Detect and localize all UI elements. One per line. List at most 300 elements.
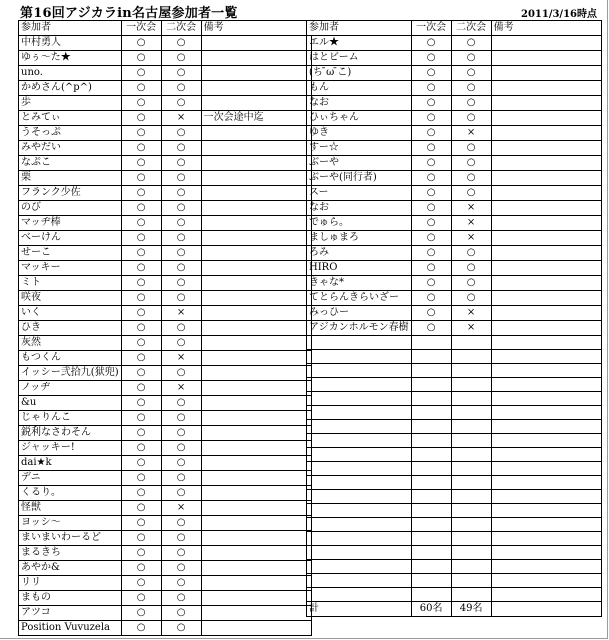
empty-cell [411, 574, 451, 588]
participant-name: Position Vuvuzela [19, 621, 122, 636]
left-participant-table [18, 20, 312, 636]
first-party-mark: ○ [411, 231, 451, 246]
second-party-mark: ○ [161, 516, 201, 531]
note-cell [201, 156, 311, 171]
first-party-mark: ○ [411, 261, 451, 276]
note-cell [491, 96, 601, 111]
empty-cell [307, 574, 412, 588]
first-party-mark: ○ [121, 231, 161, 246]
participant-name: もつくん [19, 351, 122, 366]
second-party-mark: ○ [161, 171, 201, 186]
second-party-mark: ○ [161, 366, 201, 381]
second-party-mark: ○ [451, 111, 491, 126]
empty-cell [411, 364, 451, 378]
first-party-mark: ○ [121, 66, 161, 81]
first-party-mark: ○ [411, 171, 451, 186]
empty-cell [307, 378, 412, 392]
note-cell [201, 486, 311, 501]
empty-row [307, 392, 602, 406]
empty-cell [491, 532, 601, 546]
note-cell [491, 141, 601, 156]
participant-name: HIRO [307, 261, 412, 276]
note-cell [201, 276, 311, 291]
first-party-mark: ○ [121, 141, 161, 156]
table-row [307, 171, 602, 186]
empty-cell [451, 518, 491, 532]
empty-cell [451, 476, 491, 490]
participant-name: マッヂ棒 [19, 216, 122, 231]
empty-cell [411, 462, 451, 476]
participant-name: 中村勇人 [19, 36, 122, 51]
second-party-mark: ○ [451, 156, 491, 171]
second-party-total: 49名 [451, 602, 491, 617]
empty-cell [411, 546, 451, 560]
note-cell [491, 66, 601, 81]
first-party-mark: ○ [121, 276, 161, 291]
table-row [307, 126, 602, 141]
note-cell [201, 306, 311, 321]
empty-cell [491, 392, 601, 406]
participant-name: せーこ [19, 246, 122, 261]
first-party-mark: ○ [411, 321, 451, 336]
second-party-mark: × [451, 306, 491, 321]
first-party-mark: ○ [411, 276, 451, 291]
empty-row [307, 518, 602, 532]
empty-cell [491, 420, 601, 434]
second-party-mark: × [161, 306, 201, 321]
second-party-mark: ○ [161, 291, 201, 306]
table-row [19, 546, 312, 561]
second-party-mark: ○ [161, 51, 201, 66]
second-party-mark: ○ [451, 51, 491, 66]
table-row [19, 141, 312, 156]
empty-row [307, 378, 602, 392]
empty-cell [411, 350, 451, 364]
table-row [19, 186, 312, 201]
note-cell [491, 216, 601, 231]
empty-cell [307, 532, 412, 546]
note-cell [201, 546, 311, 561]
empty-cell [491, 490, 601, 504]
table-row [19, 591, 312, 606]
table-row [307, 96, 602, 111]
totals-note [491, 602, 601, 617]
first-party-mark: ○ [121, 411, 161, 426]
participant-name: ゆき [307, 126, 412, 141]
empty-row [307, 532, 602, 546]
first-party-mark: ○ [411, 186, 451, 201]
sheet-title: 第16回アジカラin名古屋参加者一覧 [20, 6, 238, 21]
first-party-mark: ○ [121, 111, 161, 126]
participant-name: まるきち [19, 546, 122, 561]
table-row [19, 216, 312, 231]
header-note: 備考 [201, 21, 311, 36]
empty-row [307, 448, 602, 462]
table-row [19, 531, 312, 546]
first-party-mark: ○ [121, 336, 161, 351]
empty-cell [411, 392, 451, 406]
first-party-mark: ○ [121, 216, 161, 231]
empty-cell [307, 560, 412, 574]
empty-cell [411, 406, 451, 420]
second-party-mark: ○ [451, 66, 491, 81]
empty-cell [491, 518, 601, 532]
empty-row [307, 560, 602, 574]
empty-cell [451, 378, 491, 392]
empty-cell [307, 588, 412, 602]
header-name: 参加者 [19, 21, 122, 36]
empty-cell [307, 448, 412, 462]
table-row [307, 111, 602, 126]
table-row [307, 291, 602, 306]
empty-cell [451, 574, 491, 588]
empty-cell [451, 434, 491, 448]
note-cell [491, 186, 601, 201]
note-cell [201, 231, 311, 246]
empty-row [307, 350, 602, 364]
table-row [19, 606, 312, 621]
empty-cell [451, 448, 491, 462]
table-row [19, 51, 312, 66]
participant-name: 歩 [19, 96, 122, 111]
participant-name: もん [307, 81, 412, 96]
note-cell [491, 111, 601, 126]
empty-row [307, 364, 602, 378]
second-party-mark: ○ [161, 201, 201, 216]
note-cell [201, 351, 311, 366]
table-row [19, 126, 312, 141]
empty-cell [451, 504, 491, 518]
empty-cell [491, 336, 601, 350]
table-row [19, 501, 312, 516]
first-party-mark: ○ [411, 51, 451, 66]
table-row [19, 291, 312, 306]
participant-name: はとビーム [307, 51, 412, 66]
second-party-mark: × [451, 126, 491, 141]
second-party-mark: ○ [161, 546, 201, 561]
empty-cell [451, 490, 491, 504]
table-row [19, 411, 312, 426]
participant-name: ひぃちゃん [307, 111, 412, 126]
table-row [307, 306, 602, 321]
empty-cell [307, 336, 412, 350]
empty-cell [411, 490, 451, 504]
note-cell [491, 171, 601, 186]
participant-name: なお [307, 201, 412, 216]
participant-name: スー [307, 186, 412, 201]
empty-cell [451, 532, 491, 546]
participant-name: &u [19, 396, 122, 411]
note-cell [201, 381, 311, 396]
note-cell [201, 531, 311, 546]
empty-row [307, 588, 602, 602]
second-party-mark: ○ [161, 96, 201, 111]
participant-name: くるり。 [19, 486, 122, 501]
table-row [19, 351, 312, 366]
second-party-mark: ○ [161, 261, 201, 276]
empty-cell [411, 336, 451, 350]
participant-name: ろみ [307, 246, 412, 261]
empty-cell [451, 546, 491, 560]
note-cell [201, 81, 311, 96]
empty-cell [491, 560, 601, 574]
table-row [307, 261, 602, 276]
participant-name: uno. [19, 66, 122, 81]
first-party-mark: ○ [121, 426, 161, 441]
table-row [19, 366, 312, 381]
first-party-mark: ○ [121, 396, 161, 411]
second-party-mark: ○ [161, 591, 201, 606]
note-cell [491, 126, 601, 141]
note-cell [201, 606, 311, 621]
note-cell [201, 396, 311, 411]
note-cell [491, 276, 601, 291]
second-party-mark: ○ [451, 186, 491, 201]
table-row [307, 321, 602, 336]
empty-cell [491, 406, 601, 420]
second-party-mark: ○ [161, 426, 201, 441]
empty-row [307, 504, 602, 518]
table-row [19, 441, 312, 456]
empty-cell [411, 518, 451, 532]
note-cell [201, 456, 311, 471]
participant-name: 怪獣 [19, 501, 122, 516]
table-row [307, 51, 602, 66]
participant-name: dai★k [19, 456, 122, 471]
participant-name: 鋭利なさわそん [19, 426, 122, 441]
header-note: 備考 [491, 21, 601, 36]
empty-cell [307, 420, 412, 434]
empty-cell [451, 392, 491, 406]
second-party-mark: ○ [161, 246, 201, 261]
table-row [307, 156, 602, 171]
empty-row [307, 476, 602, 490]
first-party-mark: ○ [121, 321, 161, 336]
participant-name: みやだい [19, 141, 122, 156]
note-cell [201, 336, 311, 351]
note-cell [201, 516, 311, 531]
first-party-total: 60名 [411, 602, 451, 617]
second-party-mark: × [161, 351, 201, 366]
table-row [19, 276, 312, 291]
second-party-mark: ○ [161, 396, 201, 411]
second-party-mark: × [451, 231, 491, 246]
note-cell [491, 51, 601, 66]
first-party-mark: ○ [121, 156, 161, 171]
empty-cell [491, 448, 601, 462]
participant-name: なお [307, 96, 412, 111]
empty-cell [451, 406, 491, 420]
note-cell [491, 201, 601, 216]
note-cell [201, 471, 311, 486]
participant-name: すー☆ [307, 141, 412, 156]
participant-name: ノッヂ [19, 381, 122, 396]
first-party-mark: ○ [121, 351, 161, 366]
empty-cell [451, 364, 491, 378]
header-second-party: 二次会 [451, 21, 491, 36]
empty-cell [491, 350, 601, 364]
empty-cell [411, 448, 451, 462]
empty-cell [307, 490, 412, 504]
table-row [307, 186, 602, 201]
table-row [19, 306, 312, 321]
note-cell [201, 201, 311, 216]
first-party-mark: ○ [121, 486, 161, 501]
table-header-row [19, 21, 312, 36]
participant-name: なぷこ [19, 156, 122, 171]
first-party-mark: ○ [411, 201, 451, 216]
empty-cell [307, 504, 412, 518]
note-cell [491, 246, 601, 261]
second-party-mark: ○ [161, 561, 201, 576]
note-cell [201, 186, 311, 201]
participant-name: ぶーや [307, 156, 412, 171]
participant-name: デニ [19, 471, 122, 486]
table-row [19, 321, 312, 336]
table-row [19, 36, 312, 51]
first-party-mark: ○ [121, 81, 161, 96]
second-party-mark: × [161, 381, 201, 396]
empty-cell [491, 378, 601, 392]
participant-name: まもの [19, 591, 122, 606]
first-party-mark: ○ [121, 381, 161, 396]
second-party-mark: ○ [161, 66, 201, 81]
participant-name: エル★ [307, 36, 412, 51]
note-cell [201, 141, 311, 156]
second-party-mark: × [451, 201, 491, 216]
note-cell [201, 366, 311, 381]
empty-cell [307, 476, 412, 490]
note-cell [201, 246, 311, 261]
note-cell [491, 306, 601, 321]
first-party-mark: ○ [121, 606, 161, 621]
table-row [19, 171, 312, 186]
note-cell [201, 171, 311, 186]
empty-cell [411, 434, 451, 448]
table-row [19, 486, 312, 501]
second-party-mark: ○ [161, 576, 201, 591]
first-party-mark: ○ [121, 516, 161, 531]
note-cell [201, 441, 311, 456]
second-party-mark: × [451, 216, 491, 231]
empty-row [307, 406, 602, 420]
second-party-mark: ○ [451, 96, 491, 111]
participant-name: 栗 [19, 171, 122, 186]
participant-name: イッシー弐拾九(狱兜) [19, 366, 122, 381]
first-party-mark: ○ [411, 246, 451, 261]
table-row [19, 516, 312, 531]
participant-name: ましゅまろ [307, 231, 412, 246]
table-row [19, 621, 312, 636]
first-party-mark: ○ [121, 561, 161, 576]
empty-row [307, 336, 602, 350]
empty-cell [411, 588, 451, 602]
participant-name: かめさん(^p^) [19, 81, 122, 96]
participant-name: きゃな* [307, 276, 412, 291]
first-party-mark: ○ [121, 246, 161, 261]
table-row [307, 36, 602, 51]
table-row [307, 246, 602, 261]
participant-name: あやか& [19, 561, 122, 576]
second-party-mark: × [161, 501, 201, 516]
first-party-mark: ○ [411, 156, 451, 171]
totals-row [307, 602, 602, 617]
note-cell [201, 426, 311, 441]
empty-row [307, 462, 602, 476]
note-cell [491, 291, 601, 306]
participant-name: 灰然 [19, 336, 122, 351]
first-party-mark: ○ [121, 591, 161, 606]
as-of-date: 2011/3/16時点 [520, 9, 597, 20]
first-party-mark: ○ [411, 126, 451, 141]
note-cell [201, 66, 311, 81]
first-party-mark: ○ [121, 306, 161, 321]
note-cell [201, 576, 311, 591]
first-party-mark: ○ [121, 471, 161, 486]
table-row [307, 81, 602, 96]
note-cell [491, 321, 601, 336]
second-party-mark: ○ [161, 441, 201, 456]
second-party-mark: ○ [451, 171, 491, 186]
empty-cell [451, 560, 491, 574]
note-cell [201, 216, 311, 231]
first-party-mark: ○ [411, 291, 451, 306]
first-party-mark: ○ [121, 201, 161, 216]
second-party-mark: ○ [161, 186, 201, 201]
second-party-mark: ○ [161, 336, 201, 351]
participant-name: べーけん [19, 231, 122, 246]
participant-name: アジカンホルモン春樹 [307, 321, 412, 336]
table-row [19, 246, 312, 261]
participant-name: まいまいわーるど [19, 531, 122, 546]
second-party-mark: ○ [451, 276, 491, 291]
second-party-mark: ○ [161, 231, 201, 246]
empty-cell [307, 518, 412, 532]
first-party-mark: ○ [411, 66, 451, 81]
table-row [19, 81, 312, 96]
table-row [19, 576, 312, 591]
table-row [19, 456, 312, 471]
empty-cell [491, 476, 601, 490]
table-row [307, 216, 602, 231]
note-cell [201, 261, 311, 276]
table-row [19, 231, 312, 246]
note-cell [491, 261, 601, 276]
first-party-mark: ○ [121, 366, 161, 381]
header-second-party: 二次会 [161, 21, 201, 36]
table-row [19, 336, 312, 351]
first-party-mark: ○ [121, 261, 161, 276]
empty-cell [451, 588, 491, 602]
second-party-mark: ○ [161, 216, 201, 231]
empty-cell [411, 476, 451, 490]
empty-cell [491, 588, 601, 602]
note-cell [491, 81, 601, 96]
note-cell: 一次会途中迄 [201, 111, 311, 126]
participant-name: アツコ [19, 606, 122, 621]
first-party-mark: ○ [411, 306, 451, 321]
table-row [19, 261, 312, 276]
right-participant-table [306, 20, 602, 617]
header-first-party: 一次会 [121, 21, 161, 36]
first-party-mark: ○ [121, 171, 161, 186]
table-header-row [307, 21, 602, 36]
empty-cell [411, 532, 451, 546]
empty-cell [491, 504, 601, 518]
first-party-mark: ○ [121, 441, 161, 456]
empty-cell [307, 364, 412, 378]
first-party-mark: ○ [121, 621, 161, 636]
